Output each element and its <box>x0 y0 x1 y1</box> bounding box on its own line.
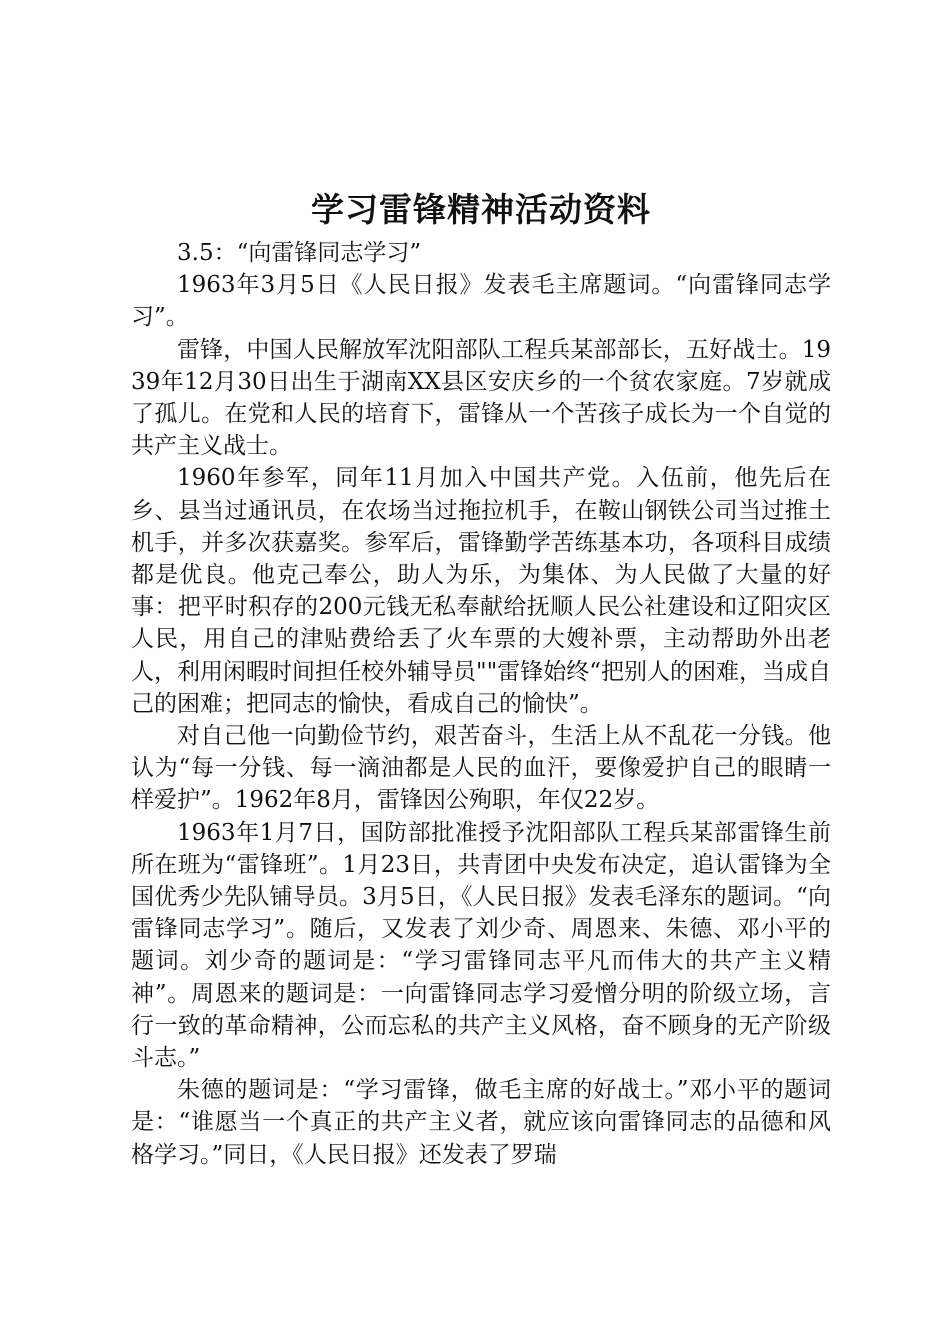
document-title: 学习雷锋精神活动资料 <box>311 190 651 229</box>
paragraph-honors: 1963年1月7日，国防部批准授予沈阳部队工程兵某部雷锋生前所在班为“雷锋班”。1月23日，共青团中央发布决定，追认雷锋为全国优秀少先队铺导员。3月5日，《人民日报》发表毛泽东的题词。“向雷锋同志学习”。随后，又发表了刘少奇、周恩来、朱德、邓小平的题词。刘少奇的题词是：“学习雷锋同志平凡而伟大的共产主义精神”。周恩来的题词是：一向雷锋同志学习爱憎分明的阶级立场，言行一致的革命精神，公而忘私的共产主义风格，奋不顾身的无产阶级斗志。” <box>131 819 831 1072</box>
paragraph-frugality: 对自己他一向勤俭节约，艰苦奋斗，生活上从不乱花一分钱。他认为“每一分钱、每一滴油都是人民的血汗，要像爱护自己的眼睛一样爱护”。1962年8月，雷锋因公殉职，年仅22岁。 <box>131 723 831 814</box>
paragraph-heading-date: 3.5：“向雷锋同志学习” <box>177 240 422 266</box>
paragraph-lei-feng-intro: 雷锋，中国人民解放军沈阳部队工程兵某部部长，五好战士。1939年12月30日出生于湖南XX县区安庆乡的一个贫农家庭。7岁就成了孤儿。在党和人民的培育下，雷锋从一个苦孩子成长为一个自觉的共产主义战士。 <box>131 336 831 460</box>
paragraph-1963-inscription: 1963年3月5日《人民日报》发表毛主席题词。“向雷锋同志学习”。 <box>131 272 831 331</box>
paragraph-inscriptions: 朱德的题词是：“学习雷锋，做毛主席的好战士。”邓小平的题词是：“谁愿当一个真正的共产主义者，就应该向雷锋同志的品德和风格学习。”同日，《人民日报》还发表了罗瑞 <box>131 1077 831 1168</box>
paragraph-enlistment: 1960年参军，同年11月加入中国共产党。入伍前，他先后在乡、县当过通讯员，在农场当过拖拉机手，在鞍山钢铁公司当过推土机手，并多次获嘉奖。参军后，雷锋勤学苦练基本功，各项科目成绩都是优良。他克己奉公，助人为乐，为集体、为人民做了大量的好事：把平时积存的200元钱无私奉献给抚顺人民公社建设和辽阳灾区人民，用自己的津贴费给丢了火车票的大嫂补票，主动帮助外出老人，利用闲暇时间担任校外辅导员""雷锋始终“把别人的困难，当成自己的困难；把同志的愉快，看成自己的愉快”。 <box>131 465 831 717</box>
document-page <box>131 185 831 1171</box>
